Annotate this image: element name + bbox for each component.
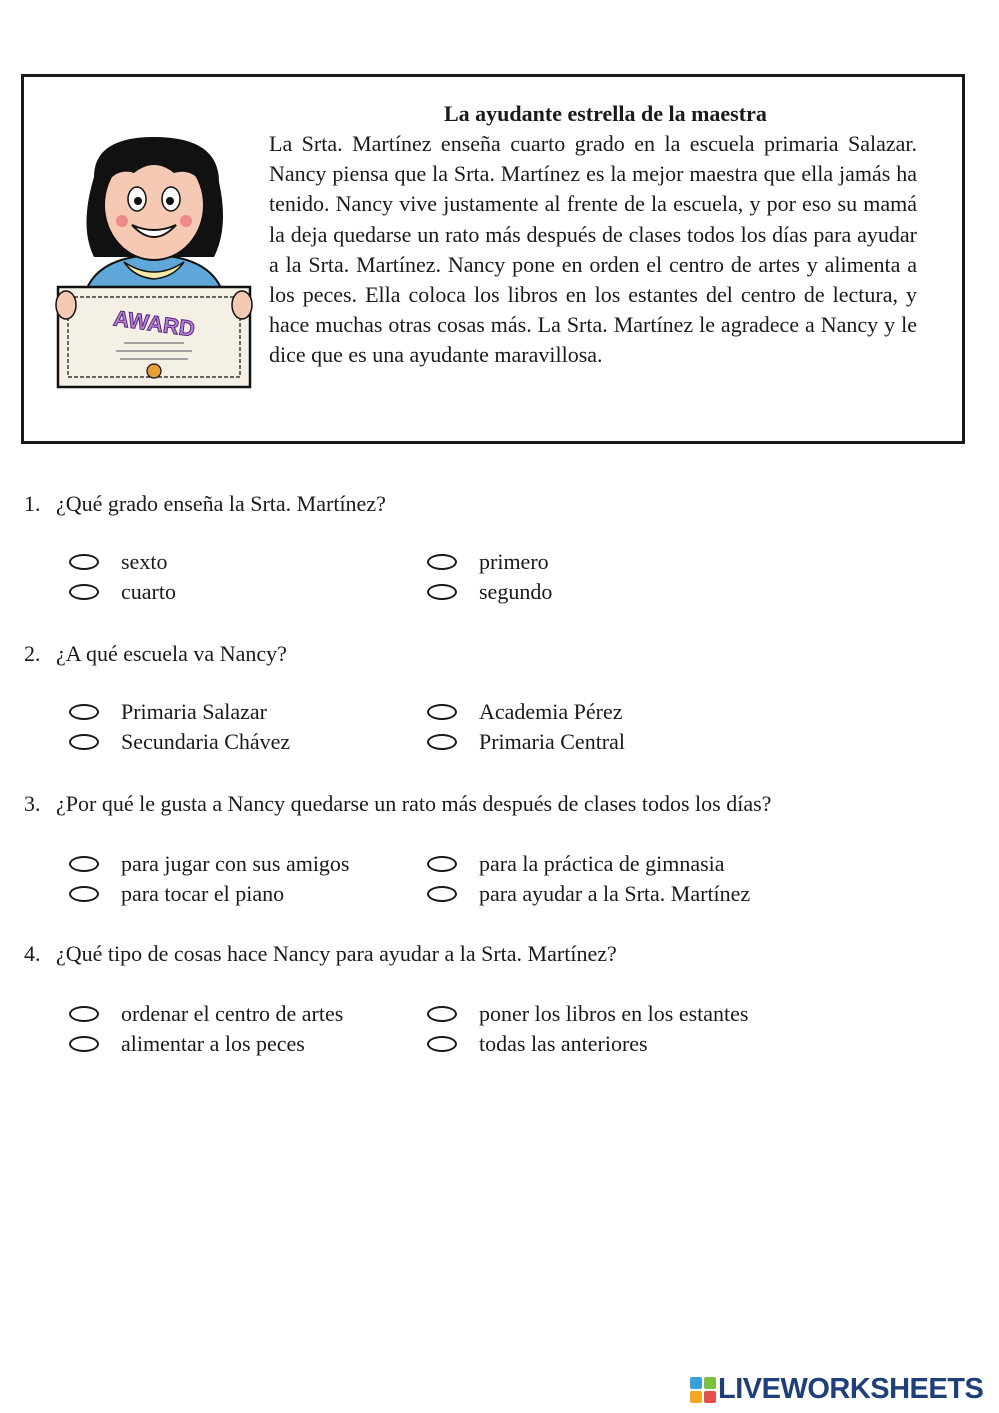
- answer-bubble[interactable]: [69, 1006, 99, 1022]
- option-label: para tocar el piano: [121, 881, 285, 906]
- answer-bubble[interactable]: [427, 856, 457, 872]
- answer-bubble[interactable]: [427, 704, 457, 720]
- option-label: cuarto: [121, 579, 176, 604]
- option-4c[interactable]: [427, 1001, 748, 1027]
- liveworksheets-logo[interactable]: [690, 1373, 983, 1406]
- option-label: para la práctica de gimnasia: [479, 851, 725, 876]
- option-label: segundo: [479, 579, 553, 604]
- question-text: ¿Qué tipo de cosas hace Nancy para ayudar a la Srta. Martínez?: [56, 941, 617, 966]
- option-4a[interactable]: [69, 1001, 343, 1027]
- option-label: Academia Pérez: [479, 699, 623, 724]
- option-label: alimentar a los peces: [121, 1031, 305, 1056]
- answer-bubble[interactable]: [427, 886, 457, 902]
- logo-brand-text: LIVEWORKSHEETS: [718, 1373, 984, 1405]
- option-1c[interactable]: [427, 549, 549, 575]
- question-number: 3.: [24, 791, 41, 816]
- option-label: Secundaria Chávez: [121, 729, 291, 754]
- answer-bubble[interactable]: [69, 856, 99, 872]
- option-label: para jugar con sus amigos: [121, 851, 350, 876]
- question-number: 2.: [24, 641, 41, 666]
- answer-bubble[interactable]: [427, 734, 457, 750]
- answer-bubble[interactable]: [69, 704, 99, 720]
- option-1d[interactable]: [427, 579, 552, 605]
- question-2: [24, 641, 287, 667]
- answer-bubble[interactable]: [69, 1036, 99, 1052]
- answer-bubble[interactable]: [69, 734, 99, 750]
- option-1b[interactable]: [69, 579, 176, 605]
- question-text: ¿A qué escuela va Nancy?: [56, 641, 287, 666]
- question-4: [24, 941, 617, 967]
- liveworksheets-logo-icon: [690, 1377, 716, 1403]
- answer-bubble[interactable]: [427, 1036, 457, 1052]
- option-label: poner los libros en los estantes: [479, 1001, 749, 1026]
- option-2a[interactable]: [69, 699, 267, 725]
- option-4b[interactable]: [69, 1031, 305, 1057]
- option-3d[interactable]: [427, 881, 750, 907]
- option-4d[interactable]: [427, 1031, 648, 1057]
- option-3c[interactable]: [427, 851, 725, 877]
- option-3a[interactable]: [69, 851, 350, 877]
- option-label: primero: [479, 549, 549, 574]
- option-2b[interactable]: [69, 729, 290, 755]
- option-label: ordenar el centro de artes: [121, 1001, 344, 1026]
- story-text: La Srta. Martínez enseña cuarto grado en la escuela primaria Salazar. Nancy piensa que la Srta. Martínez es la mejor maestra que ella jamás ha tenido. Nancy vive justamente al frente de la escuela, y por eso su mamá la deja quedarse un rato más después de clases todos los días para ayudar a la Srta. Martínez. Nancy pone en orden el centro de artes y alimenta a los peces. Ella coloca los libros en los estantes del centro de lectura, y hace muchas otras cosas más. La Srta. Martínez le agradece a Nancy y le dice que es una ayudante maravillosa.: [269, 131, 917, 368]
- question-text: ¿Qué grado enseña la Srta. Martínez?: [56, 491, 386, 516]
- question-3: [24, 791, 771, 817]
- option-label: para ayudar a la Srta. Martínez: [479, 881, 751, 906]
- question-1: [24, 491, 386, 517]
- answer-bubble[interactable]: [427, 584, 457, 600]
- story-box: [21, 74, 965, 444]
- option-2c[interactable]: [427, 699, 623, 725]
- option-3b[interactable]: [69, 881, 284, 907]
- option-2d[interactable]: [427, 729, 625, 755]
- option-label: Primaria Salazar: [121, 699, 267, 724]
- girl-with-award-illustration: [54, 137, 254, 397]
- question-number: 1.: [24, 491, 41, 516]
- option-label: sexto: [121, 549, 168, 574]
- answer-bubble[interactable]: [427, 1006, 457, 1022]
- option-label: Primaria Central: [479, 729, 626, 754]
- answer-bubble[interactable]: [69, 584, 99, 600]
- option-1a[interactable]: [69, 549, 167, 575]
- answer-bubble[interactable]: [427, 554, 457, 570]
- answer-bubble[interactable]: [69, 554, 99, 570]
- award-label: AWARD: [111, 305, 197, 342]
- option-label: todas las anteriores: [479, 1031, 648, 1056]
- story-title: La ayudante estrella de la maestra: [444, 101, 767, 126]
- question-text: ¿Por qué le gusta a Nancy quedarse un rato más después de clases todos los días?: [56, 791, 772, 816]
- answer-bubble[interactable]: [69, 886, 99, 902]
- question-number: 4.: [24, 941, 41, 966]
